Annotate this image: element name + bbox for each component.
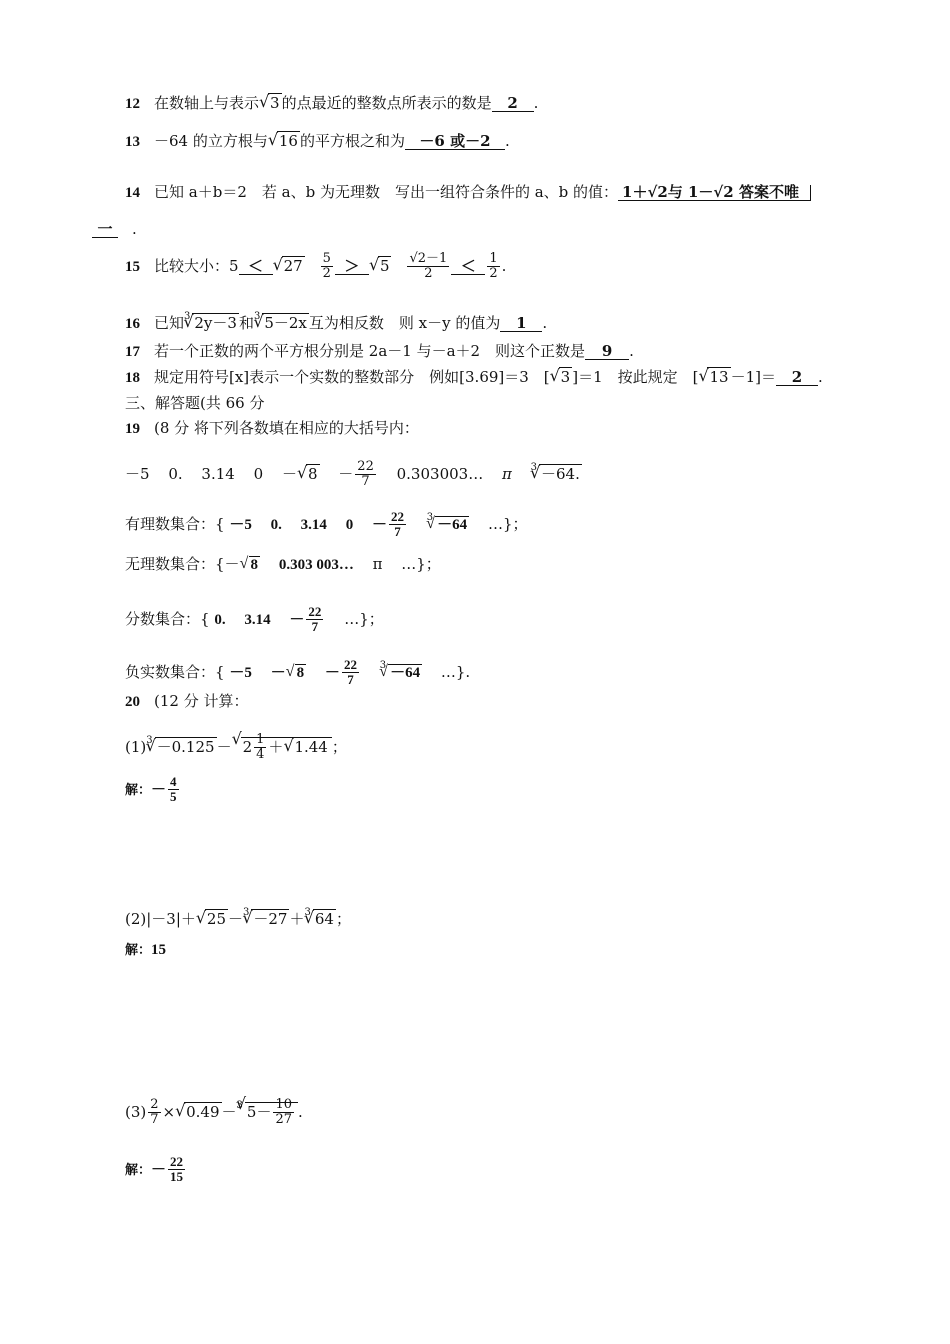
question-number: 12	[125, 96, 140, 112]
rational-set: 有理数集合：{ －5 0. 3.14 0 － $\frac{22}{7}$ $^3$√ －64 …}；	[125, 510, 527, 540]
answer-blank: 2	[492, 96, 534, 112]
question-text: 已知	[154, 314, 185, 332]
fraction: $\frac{1}{2}$	[489, 251, 498, 282]
question-text: －1]＝	[730, 368, 776, 386]
question-20	[125, 694, 248, 710]
q20-part-2-answer: 解：15	[125, 942, 167, 958]
question-18	[125, 370, 823, 386]
question-text: (12 分 计算：	[154, 692, 249, 710]
punctuation: .	[817, 368, 823, 386]
question-19	[125, 421, 419, 437]
question-12	[125, 96, 538, 112]
punctuation: .	[533, 94, 539, 112]
question-text: －64 的立方根与	[154, 132, 268, 150]
q20-part-1-answer: 解：－ $\frac{4}{5}$	[125, 774, 177, 805]
answer-blank: 2	[776, 370, 818, 386]
answer-blank: ＞	[335, 259, 369, 275]
question-number: 16	[125, 316, 140, 332]
question-text: 已知 a＋b＝2 若 a、b 为无理数 写出一组符合条件的 a、b 的值：	[154, 183, 619, 201]
fraction: $\frac{√2-1}{2}$	[409, 251, 448, 282]
question-16: 16 已知$^3$√ 2y－3 和$^3$√ 5－2x 互为相反数 则 x－y 的值为 1 .	[125, 316, 547, 332]
punctuation: .	[132, 220, 137, 238]
question-number: 19	[125, 421, 140, 437]
question-text: 比较大小：	[154, 256, 230, 275]
question-14	[125, 185, 811, 201]
question-13	[125, 134, 510, 150]
question-text: (8 分 将下列各数填在相应的大括号内：	[154, 419, 419, 437]
section-heading: 三、解答题(共 66 分	[125, 394, 265, 412]
answer-blank: －6 或－2	[405, 134, 505, 150]
question-text: 和	[238, 314, 254, 332]
compare-left: 5	[229, 256, 239, 275]
sqrt-expression: √ 3	[550, 370, 573, 385]
punctuation: .	[504, 132, 510, 150]
question-text: 互为相反数 则 x－y 的值为	[308, 314, 501, 332]
sqrt-expression: √ 27	[273, 259, 305, 274]
q20-part-2: (2)|－3|＋√ 25 －$^3$√ －27 ＋$^3$√ 64 ；	[125, 912, 351, 927]
punctuation: .	[501, 256, 507, 275]
question-number: 20	[125, 694, 140, 710]
question-14-continuation	[92, 222, 137, 238]
question-number: 15	[125, 258, 140, 275]
irrational-set: 无理数集合：{－√ 8 0.303 003… π …}；	[125, 557, 441, 573]
sqrt-expression: √ 13	[698, 370, 730, 385]
question-number: 18	[125, 370, 140, 386]
punctuation: .	[542, 314, 548, 332]
q20-part-3-answer: 解：－ $\frac{22}{15}$	[125, 1154, 184, 1185]
question-number: 14	[125, 185, 140, 201]
question-text: 的平方根之和为	[299, 132, 405, 150]
answer-blank: 9	[585, 344, 629, 360]
cbrt-expression: √ 5－2x	[253, 316, 309, 331]
number-list: －5 0. 3.14 0 －√ 8 － $\frac{22}{7}$ 0.303003… π $^3$√ －64.	[125, 460, 582, 490]
sqrt-expression: √ 16	[268, 134, 300, 149]
question-17	[125, 344, 634, 360]
question-text: 的点最近的整数点所表示的数是	[281, 94, 492, 112]
question-number: 13	[125, 134, 140, 150]
sqrt-expression: √ 3	[259, 96, 282, 111]
punctuation: .	[629, 342, 634, 360]
q20-part-1: $(1)^3√ -0.125$ －√ 2 $\frac{1}{4}$ ＋√ 1.44 ；	[125, 733, 347, 763]
question-text: 规定用符号[x]表示一个实数的整数部分 例如[3.69]＝3 [	[154, 368, 550, 386]
fraction-set: 分数集合：{ 0. 3.14 － $\frac{22}{7}$ …}；	[125, 604, 384, 635]
question-text: 在数轴上与表示	[154, 94, 260, 112]
answer-blank: 1	[500, 316, 542, 332]
negative-set: 负实数集合：{ －5 －√ 8 － $\frac{22}{7}$ $^3$√ －64 …}.	[125, 658, 470, 688]
sqrt-expression: √ 5	[369, 259, 392, 274]
question-15	[125, 252, 506, 282]
answer-blank: 1＋√2与 1－√2 答案不唯	[618, 185, 811, 201]
q20-part-3: (3) $\frac{2}{7}$ ×√ 0.49 －$^3$√ 5－ $\frac{10}{27}$ .	[125, 1098, 303, 1128]
answer-blank: ＜	[451, 259, 485, 275]
cbrt-expression: √ 2y－3	[183, 316, 239, 331]
answer-blank: 一	[92, 222, 118, 238]
fraction: $\frac{5}{2}$	[322, 251, 331, 282]
question-number: 17	[125, 344, 140, 360]
answer-blank: ＜	[239, 259, 273, 275]
question-text: 若一个正数的两个平方根分别是 2a－1 与－a＋2 则这个正数是	[154, 342, 586, 360]
question-text: ]＝1 按此规定 [	[572, 368, 699, 386]
